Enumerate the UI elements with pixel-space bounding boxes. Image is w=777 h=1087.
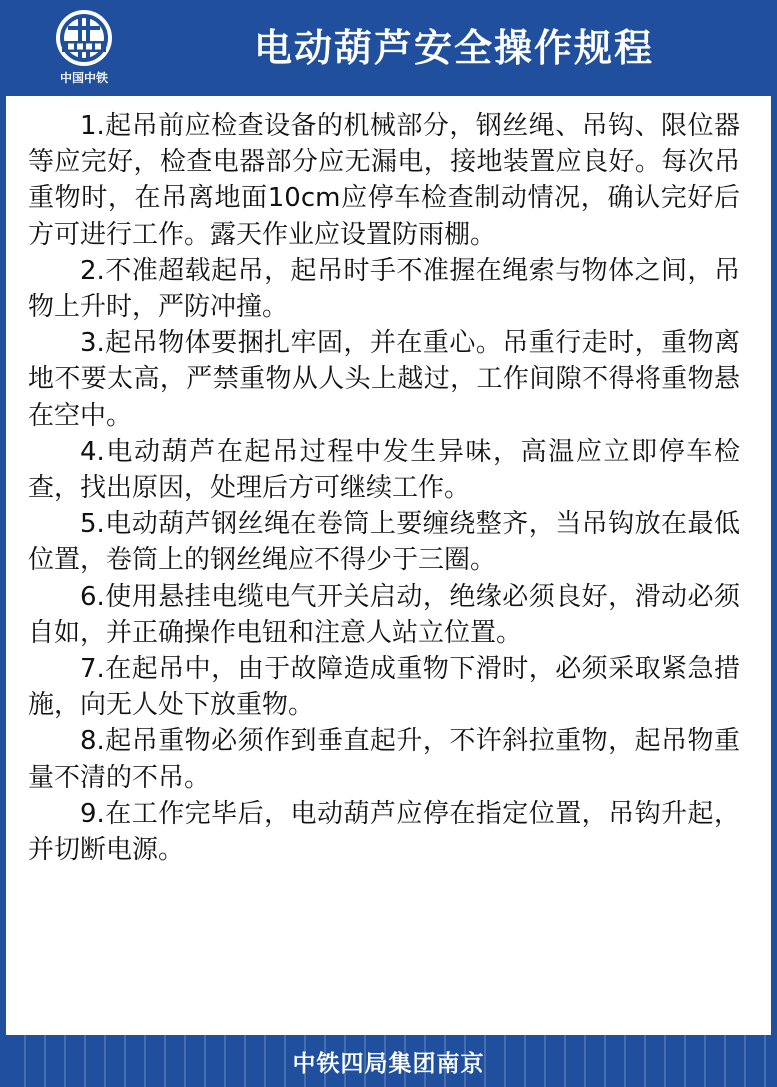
rule-item: 5.电动葫芦钢丝绳在卷筒上要缠绕整齐，当吊钩放在最低位置，卷筒上的钢丝绳应不得少于三圈。 xyxy=(28,509,740,576)
rule-item: 4.电动葫芦在起吊过程中发生异味，高温应立即停车检查，找出原因，处理后方可继续工作。 xyxy=(28,436,740,504)
header-bar xyxy=(6,0,771,96)
logo-label: 中国中铁 xyxy=(59,71,108,85)
rule-item: 1.起吊前应检查设备的机械部分，钢丝绳、吊钩、限位器等应完好，检查电器部分应无漏电，接地装置应良好。每次吊重物时，在吊离地面10cm应停车检查制动情况，确认完好后方可进行工作。露天作业应设置防雨棚。 xyxy=(28,111,740,250)
crec-logo-icon xyxy=(54,8,114,68)
rule-item: 9.在工作完毕后，电动葫芦应停在指定位置，吊钩升起，并切断电源。 xyxy=(28,798,740,866)
rule-item: 7.在起吊中，由于故障造成重物下滑时，必须采取紧急措施，向无人处下放重物。 xyxy=(28,654,740,721)
footer-bar xyxy=(6,1035,771,1087)
page-title: 电动葫芦安全操作规程 xyxy=(253,26,654,70)
rule-item: 3.起吊物体要捆扎牢固，并在重心。吊重行走时，重物离地不要太高，严禁重物从人头上越过，工作间隙不得将重物悬在空中。 xyxy=(28,328,740,431)
rule-item: 8.起吊重物必须作到垂直起升，不许斜拉重物，起吊物重量不清的不吊。 xyxy=(28,726,740,793)
crec-logo xyxy=(44,8,124,90)
rule-item: 6.使用悬挂电缆电气开关启动，绝缘必须良好，滑动必须自如，并正确操作电钮和注意人站立位置。 xyxy=(28,581,740,648)
footer-company-name: 中铁四局集团南京 xyxy=(292,1051,485,1077)
rules-list xyxy=(28,108,740,868)
rule-item: 2.不准超载起吊，起吊时手不准握在绳索与物体之间，吊物上升时，严防冲撞。 xyxy=(28,255,740,323)
